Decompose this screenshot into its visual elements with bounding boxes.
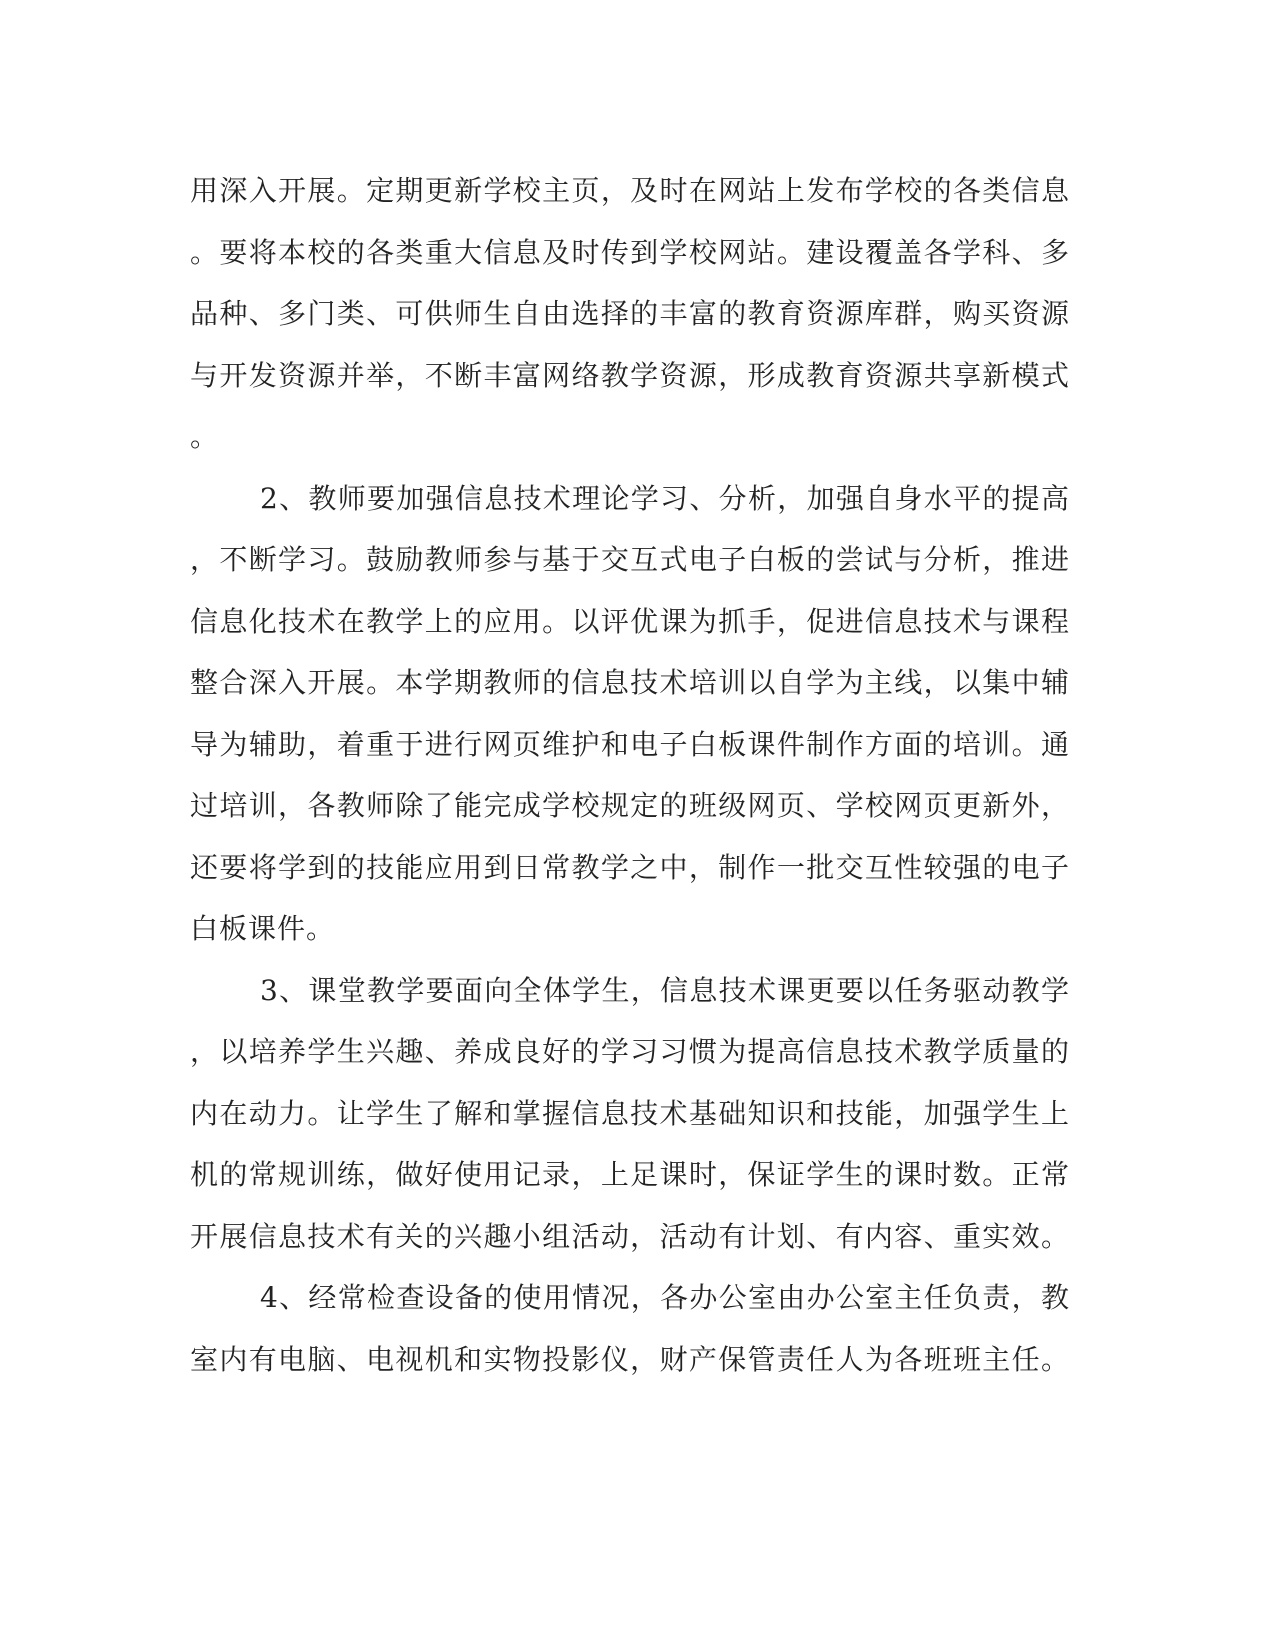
- text-line: ，以培养学生兴趣、养成良好的学习习惯为提高信息技术教学质量的: [190, 1035, 1070, 1068]
- text-line: 3、课堂教学要面向全体学生，信息技术课更要以任务驱动教学: [260, 973, 1070, 1007]
- document-body: [190, 160, 1070, 1390]
- text-line: 品种、多门类、可供师生自由选择的丰富的教育资源库群，购买资源: [190, 297, 1070, 330]
- text-line: 。: [190, 420, 220, 453]
- text-line: 用深入开展。定期更新学校主页，及时在网站上发布学校的各类信息: [190, 174, 1070, 207]
- text-line: ，不断学习。鼓励教师参与基于交互式电子白板的尝试与分析，推进: [190, 543, 1070, 576]
- text-line: 过培训，各教师除了能完成学校规定的班级网页、学校网页更新外，: [190, 789, 1070, 822]
- text-line: 。要将本校的各类重大信息及时传到学校网站。建设覆盖各学科、多: [190, 235, 1070, 269]
- text-line: 白板课件。: [190, 912, 336, 945]
- text-line: 2、教师要加强信息技术理论学习、分析，加强自身水平的提高: [260, 481, 1070, 515]
- text-line: 信息化技术在教学上的应用。以评优课为抓手，促进信息技术与课程: [190, 604, 1070, 638]
- text-line: 开展信息技术有关的兴趣小组活动，活动有计划、有内容、重实效。: [190, 1219, 1070, 1253]
- text-line: 内在动力。让学生了解和掌握信息技术基础知识和技能，加强学生上: [190, 1096, 1070, 1130]
- text-line: 导为辅助，着重于进行网页维护和电子白板课件制作方面的培训。通: [190, 727, 1070, 761]
- text-line: 还要将学到的技能应用到日常教学之中，制作一批交互性较强的电子: [190, 850, 1070, 884]
- text-line: 整合深入开展。本学期教师的信息技术培训以自学为主线，以集中辅: [190, 666, 1070, 699]
- text-line: 与开发资源并举，不断丰富网络教学资源，形成教育资源共享新模式: [190, 358, 1070, 392]
- text-line: 机的常规训练，做好使用记录，上足课时，保证学生的课时数。正常: [190, 1158, 1070, 1191]
- text-line: 室内有电脑、电视机和实物投影仪，财产保管责任人为各班班主任。: [190, 1342, 1070, 1376]
- text-line: 4、经常检查设备的使用情况，各办公室由办公室主任负责，教: [260, 1281, 1070, 1314]
